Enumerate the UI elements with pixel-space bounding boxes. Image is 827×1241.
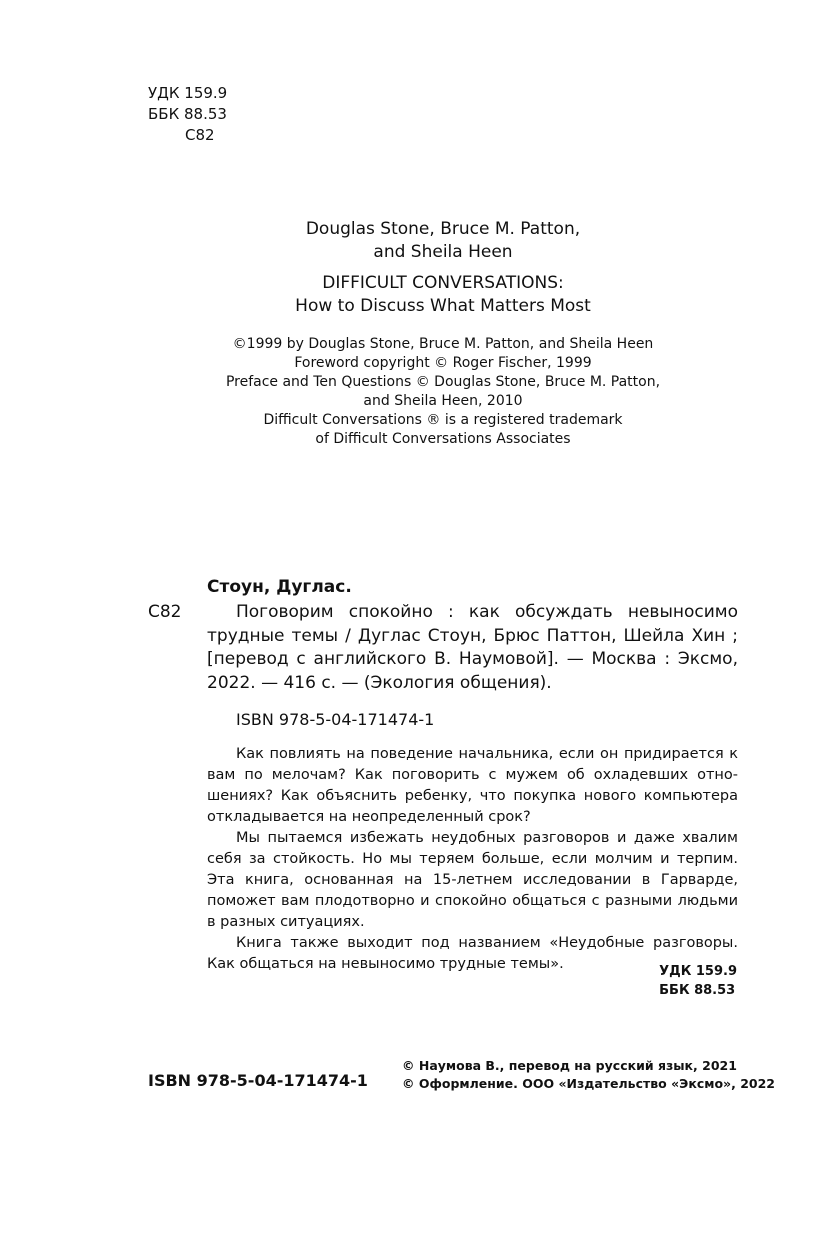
annotation-paragraph: Книга также выходит под названием «Неудобные разговоры. Как общаться на невыносимо трудные темы». [207,935,738,972]
copyright-line: Foreword copyright © Roger Fischer, 1999 [294,355,592,371]
catalog-description: Поговорим спокойно : как обсуждать невыносимо трудные темы / Дуглас Стоун, Брюс Паттон, Шейла Хин ; [перевод с английского В. Наумовой]. — Москва : Эксмо, 2022. — 416 с. — (Экология общения). [207,602,738,693]
catalog-author-heading: Стоун, Дуглас. [207,577,352,597]
classification-right [659,962,737,1000]
udk-code: УДК 159.9 [148,84,228,102]
bbk-code-right: ББК 88.53 [659,983,736,998]
author-mark: С82 [185,126,215,144]
original-authors [140,218,746,264]
annotation-paragraph: Мы пытаемся избежать неудобных разговоров и даже хвалим себя за стойкость. Но мы теряем больше, если молчим и терпим. Эта книга, основанная на 15-летнем исследовании в Гарварде, поможет вам плодотворно и спокойно общаться с разными людьми в разных ситуациях. [207,830,738,930]
copyright-line: ©1999 by Douglas Stone, Bruce M. Patton, and Sheila Heen [232,336,654,352]
footer-isbn: ISBN 978-5-04-171474-1 [148,1071,368,1090]
copyright-line: of Difficult Conversations Associates [315,431,571,447]
catalog-codes [148,83,227,146]
original-title [140,272,746,318]
footer-copyrights [402,1057,775,1093]
title-line-2: How to Discuss What Matters Most [295,296,591,316]
translation-copyright: © Наумова В., перевод на русский язык, 2021 [402,1058,737,1073]
catalog-entry-code: С82 [148,602,182,622]
authors-line-2: and Sheila Heen [373,242,513,262]
copyright-line: Difficult Conversations ® is a registered trademark [263,412,623,428]
authors-line-1: Douglas Stone, Bruce M. Patton, [305,219,581,239]
udk-code-right: УДК 159.9 [659,964,737,979]
catalog-isbn: ISBN 978-5-04-171474-1 [236,710,435,729]
title-line-1: DIFFICULT CONVERSATIONS: [322,273,564,293]
copyright-line: Preface and Ten Questions © Douglas Stone, Bruce M. Patton, [225,374,661,390]
copyright-line: and Sheila Heen, 2010 [363,393,523,409]
design-copyright: © Оформление. ООО «Издательство «Эксмо», 2022 [402,1076,775,1091]
annotation [207,744,738,975]
bbk-code: ББК 88.53 [148,105,227,123]
annotation-paragraph: Как повлиять на поведение начальника, если он придирается к вам по мелочам? Как поговорить с мужем об охладевших отношениях? Как объяснить ребенку, что покупка нового компьютера откладывается на неопределенный срок? [207,746,738,825]
original-copyright [140,335,746,449]
